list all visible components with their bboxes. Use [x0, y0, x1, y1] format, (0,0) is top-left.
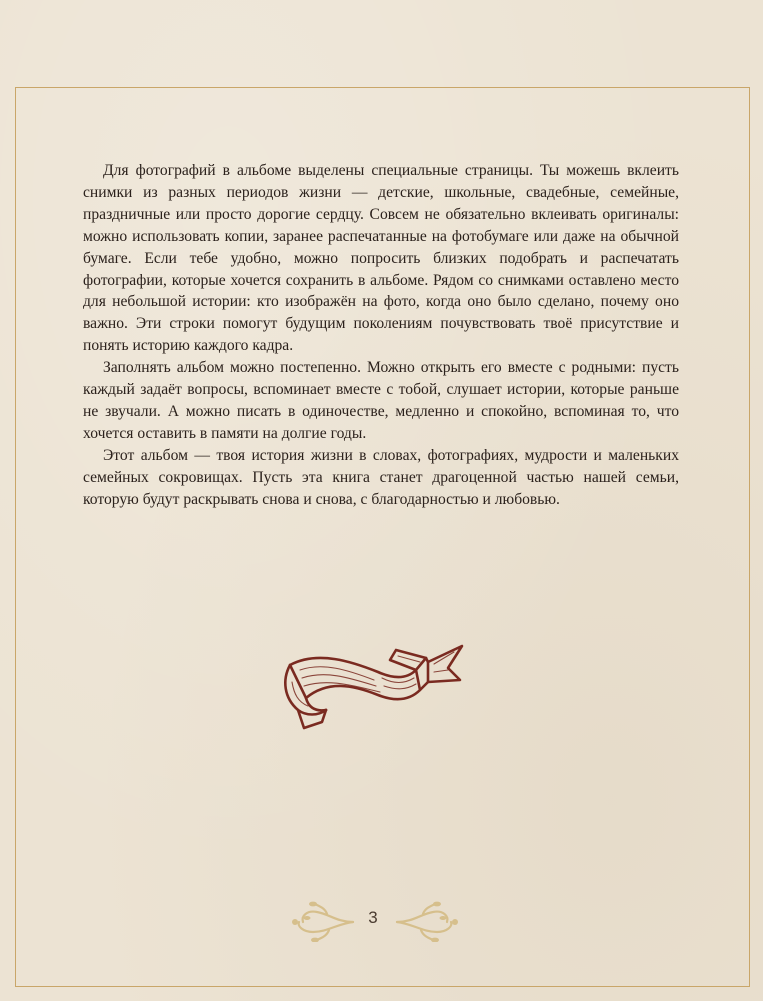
ribbon-banner-icon — [278, 640, 468, 740]
floral-flourish-icon — [287, 900, 357, 942]
paragraph-filling: Заполнять альбом можно постепенно. Можно открыть его вместе с родными: пусть каждый задаёт вопросы, вспоминает вместе с тобой, слушает истории, которые раньше не звучали. А можно писать в одиночестве, медленно и спокойно, вспоминая то, что хочется оставить в памяти на долгие годы. — [83, 359, 679, 442]
body-text — [83, 160, 679, 511]
paragraph-photos: Для фотографий в альбоме выделены специальные страницы. Ты можешь вклеить снимки из разных периодов жизни — детские, школьные, свадебные, семейные, праздничные или просто дорогие сердцу. Совсем не обязательно вклеивать оригиналы: можно использовать копии, заранее распечатанные на фотобумаге или даже на обычной бумаге. Если тебе удобно, можно попросить близких подобрать и распечатать фотографии, которые хочется сохранить в альбоме. Рядом со снимками оставлено место для небольшой истории: кто изображён на фото, когда оно было сделано, почему оно важно. Эти строки помогут будущим поколениям почувствовать твоё присутствие и понять историю каждого кадра. — [83, 162, 679, 355]
page-number: 3 — [368, 908, 378, 927]
paragraph-closing: Этот альбом — твоя история жизни в словах, фотографиях, мудрости и маленьких семейных сокровищах. Пусть эта книга станет драгоценной частью нашей семьи, которую будут раскрывать снова и снова, с благодарностью и любовью. — [83, 446, 679, 508]
floral-flourish-icon — [393, 900, 463, 942]
